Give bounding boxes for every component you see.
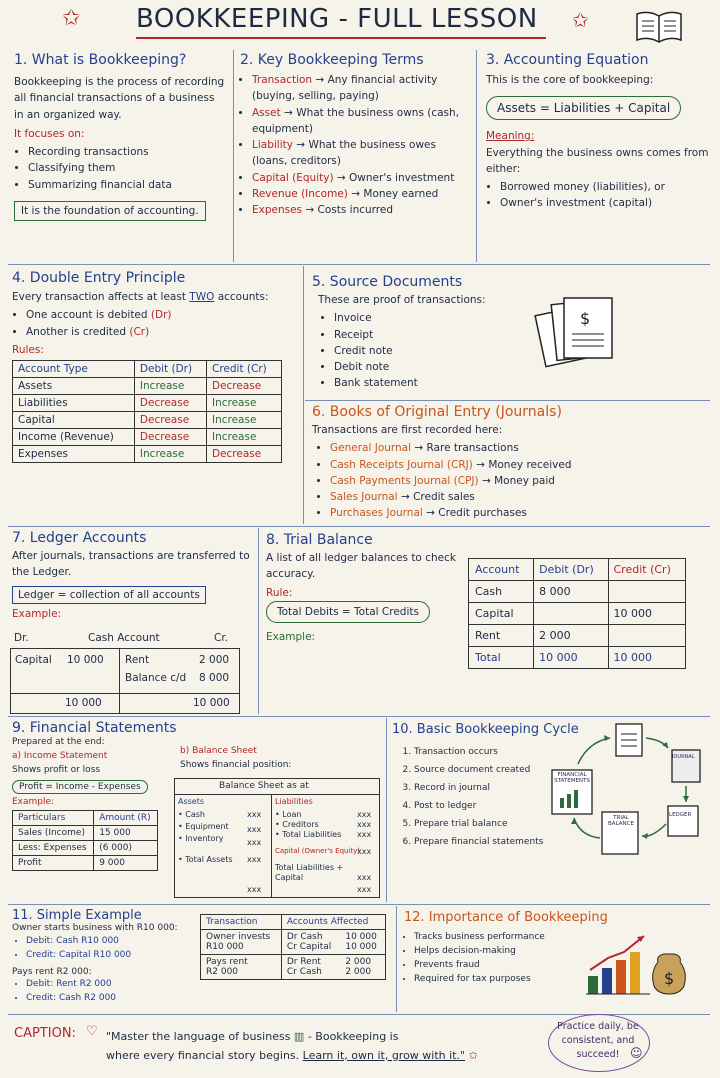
table-cell	[340, 930, 385, 955]
ledger-entry-amount: 2 000	[199, 654, 230, 666]
section-title: 6. Books of Original Entry (Journals)	[312, 404, 562, 420]
table-cell: Increase	[206, 395, 281, 412]
source-list	[486, 179, 712, 212]
svg-text:$: $	[664, 969, 675, 988]
trial-balance-rule: Total Debits = Total Credits	[266, 601, 430, 623]
body-text: Everything the business owns comes from either:	[486, 146, 709, 175]
journal-label: JOURNAL	[672, 754, 695, 760]
table-header-row	[13, 361, 282, 378]
divider	[233, 50, 234, 262]
table-cell: Rent	[469, 625, 534, 647]
bs-vline	[271, 794, 272, 897]
term-def: Owner's investment	[349, 171, 455, 184]
ledger-total: 10 000	[65, 697, 102, 709]
assets-heading: Assets	[178, 797, 205, 806]
liability-item: • Loan	[275, 810, 302, 819]
section-key-terms	[240, 52, 472, 218]
asset-item: • Equipment	[178, 822, 229, 831]
foundation-box: It is the foundation of accounting.	[14, 201, 206, 221]
intro-two: TWO	[189, 291, 215, 303]
star-left-icon: ✩	[62, 6, 81, 31]
item-abbr: (Dr)	[150, 309, 172, 322]
list-item: • Sales Journal → Credit sales	[330, 489, 710, 505]
table-row	[201, 955, 386, 980]
meaning-label: Meaning:	[486, 130, 535, 143]
journal-name: Sales Journal	[330, 491, 398, 504]
table-cell: Cash	[469, 581, 534, 603]
intro-text	[12, 289, 300, 305]
ledger-cr-label: Cr.	[214, 632, 229, 644]
amount-dr: 2 000	[345, 957, 372, 967]
term-name: Expenses	[252, 204, 303, 217]
list-item: • Recording transactions	[28, 144, 226, 160]
quote-part: "Master the language of business	[106, 1030, 291, 1043]
journal-name: Cash Receipts Journal (CRJ)	[330, 458, 473, 471]
intro-text: Prepared at the end:	[12, 737, 105, 747]
amount-cr: 10 000	[345, 942, 377, 952]
table-cell: Assets	[13, 378, 135, 395]
cycle-step: 1. Transaction occurs	[414, 743, 552, 761]
liabilities-total: Total Liabilities + Capital	[275, 863, 344, 882]
term-def: What the business owes (loans, creditors)	[252, 139, 436, 168]
intro-b: accounts:	[217, 291, 269, 303]
transaction-amount: R2 000	[206, 967, 239, 977]
svg-text:$: $	[580, 309, 591, 328]
transaction-name: Pays rent	[206, 957, 248, 967]
rules-table	[12, 360, 282, 463]
list-item	[26, 324, 300, 340]
section-trial-balance	[266, 532, 456, 645]
table-cell: Increase	[134, 378, 206, 395]
term-item: • Liability → What the business owes (loans, creditors)	[252, 137, 472, 170]
divider	[476, 50, 477, 262]
intro-text: Transactions are first recorded here:	[312, 424, 503, 436]
divider	[8, 264, 710, 265]
divider	[8, 716, 710, 717]
table-header: Credit (Cr)	[608, 559, 686, 581]
term-name: Liability	[252, 139, 293, 152]
intro-a: Every transaction affects at least	[12, 291, 186, 303]
ledger-entry-label: Rent	[125, 654, 150, 666]
section-simple-example	[12, 908, 202, 1006]
term-item: • Asset → What the business owns (cash, equipment)	[252, 105, 472, 138]
table-cell	[340, 955, 385, 980]
list-item: • Credit: Cash R2 000	[26, 992, 202, 1006]
account-dr: Dr Rent	[286, 957, 321, 967]
table-cell: Total	[469, 647, 534, 669]
table-header-row	[469, 559, 686, 581]
term-item: • Expenses → Costs incurred	[252, 202, 472, 218]
book-icon	[634, 10, 684, 44]
asset-item: • Inventory	[178, 834, 224, 843]
transaction-name: Owner invests	[206, 932, 271, 942]
ledger-label: LEDGER	[669, 812, 692, 818]
trial-balance-label: TRIAL BALANCE	[608, 815, 634, 828]
placeholder-amount: xxx	[357, 820, 372, 829]
placeholder-amount: xxx	[357, 810, 372, 819]
divider	[396, 906, 397, 1012]
cycle-step: 2. Source document created	[414, 761, 552, 779]
list-item: • Tracks business performance	[414, 931, 594, 945]
list-item: • Debit: Rent R2 000	[26, 978, 202, 992]
section-title: 9. Financial Statements	[12, 720, 177, 736]
ledger-entry-label: Balance c/d	[125, 672, 187, 684]
term-item: • Revenue (Income) → Money earned	[252, 186, 472, 202]
liabilities-heading: Liabilities	[275, 797, 313, 806]
cycle-step: 4. Post to ledger	[414, 797, 552, 815]
divider	[8, 904, 710, 905]
caption-label: CAPTION:	[14, 1026, 76, 1041]
list-item: • Bank statement	[334, 375, 532, 391]
section-source-documents	[312, 274, 532, 392]
ledger-entry-label: Capital	[15, 654, 52, 666]
table-cell: 2 000	[534, 625, 608, 647]
placeholder-amount: xxx	[357, 885, 372, 894]
term-def: What the business owns (cash, equipment)	[252, 106, 460, 135]
list-item: • Cash Receipts Journal (CRJ) → Money received	[330, 457, 710, 473]
journals-list	[312, 440, 710, 521]
table-cell: Decrease	[206, 378, 281, 395]
table-cell	[281, 930, 340, 955]
table-row	[13, 446, 282, 463]
journal-use: Credit sales	[413, 491, 475, 504]
t-account	[10, 648, 240, 714]
table-cell: 10 000	[534, 647, 608, 669]
amount-dr: 10 000	[345, 932, 377, 942]
rules-label: Rules:	[12, 343, 44, 356]
table-cell: Increase	[134, 446, 206, 463]
example-label: Example:	[12, 796, 55, 807]
list-item: • Prevents fraud	[414, 959, 594, 973]
table-cell: Decrease	[134, 395, 206, 412]
t-account-divider	[119, 649, 120, 713]
t-account-total-line	[11, 693, 239, 694]
quote-part: - Bookkeeping is	[307, 1030, 399, 1043]
documents-list	[312, 310, 532, 391]
fin-statements-label: FINANCIAL STATEMENTS	[554, 772, 590, 785]
entry-list	[12, 307, 300, 340]
capital-item: Capital (Owner's Equity)	[275, 847, 361, 855]
example-label: Example:	[266, 630, 316, 643]
balance-sheet-desc: Shows financial position:	[180, 760, 292, 770]
cycle-step: 5. Prepare trial balance	[414, 815, 552, 833]
table-header-row	[201, 915, 386, 930]
table-cell: Decrease	[134, 412, 206, 429]
divider	[303, 266, 304, 524]
equation-box: Assets = Liabilities + Capital	[486, 96, 681, 120]
balance-sheet-label: b) Balance Sheet	[180, 746, 257, 756]
list-item: • Borrowed money (liabilities), or	[500, 179, 712, 195]
term-name: Transaction	[252, 74, 313, 86]
account-dr: Dr Cash	[286, 932, 323, 942]
table-cell: Profit	[13, 855, 94, 870]
list-item: • Invoice	[334, 310, 532, 326]
ledger-dr-label: Dr.	[14, 632, 29, 644]
example-1-list	[12, 935, 202, 963]
section-double-entry	[12, 270, 300, 463]
quote-part: where every financial story begins.	[106, 1048, 300, 1062]
list-item: • Helps decision-making	[414, 945, 594, 959]
eq-assets: Assets	[497, 101, 537, 116]
section-title: 10. Basic Bookkeeping Cycle	[392, 722, 579, 737]
terms-list	[240, 72, 472, 218]
star-right-icon: ✩	[572, 8, 589, 32]
divider	[386, 718, 387, 902]
placeholder-amount: xxx	[247, 838, 262, 847]
body-text: Bookkeeping is the process of recording all financial transactions of a business in an organized way.	[14, 76, 225, 121]
table-total-row	[469, 647, 686, 669]
section-financial-statements	[12, 720, 182, 871]
table-cell: Increase	[206, 412, 281, 429]
account-cr: Cr Cash	[286, 967, 322, 977]
placeholder-amount: xxx	[247, 810, 262, 819]
table-cell: Capital	[13, 412, 135, 429]
section-title: 8. Trial Balance	[266, 532, 373, 548]
table-cell: 9 000	[94, 855, 158, 870]
item-abbr: (Cr)	[129, 325, 150, 338]
term-item: • Capital (Equity) → Owner's investment	[252, 170, 472, 186]
table-cell: Capital	[469, 603, 534, 625]
table-row	[469, 603, 686, 625]
section-ledger-accounts	[12, 530, 252, 622]
table-row	[13, 429, 282, 446]
list-item: • Owner's investment (capital)	[500, 195, 712, 211]
balance-sheet	[174, 778, 380, 898]
ledger-entry-amount: 8 000	[199, 672, 230, 684]
example-table	[200, 914, 386, 980]
table-total-row	[13, 855, 158, 870]
section-title: 11. Simple Example	[12, 908, 142, 923]
journal-name: Purchases Journal	[330, 507, 423, 520]
placeholder-amount: xxx	[357, 873, 372, 882]
table-header: Credit (Cr)	[206, 361, 281, 378]
table-header: Account	[469, 559, 534, 581]
term-def: Costs incurred	[317, 204, 394, 217]
list-item: • General Journal → Rare transactions	[330, 440, 710, 456]
table-cell	[201, 955, 282, 980]
income-statement-table	[12, 810, 158, 871]
asset-item: • Cash	[178, 810, 205, 819]
journal-use: Money paid	[494, 474, 555, 487]
section-accounting-equation	[486, 52, 712, 212]
term-def: Money earned	[363, 187, 439, 200]
table-row	[469, 625, 686, 647]
term-def: Any financial activity (buying, selling, paying)	[252, 74, 438, 103]
table-header: Particulars	[13, 810, 94, 825]
table-cell: 10 000	[608, 647, 686, 669]
table-header: Debit (Dr)	[134, 361, 206, 378]
table-row	[13, 395, 282, 412]
table-header: Account Type	[13, 361, 135, 378]
divider	[305, 400, 710, 401]
list-item: • Summarizing financial data	[28, 177, 226, 193]
placeholder-amount: xxx	[247, 825, 262, 834]
list-item: • Classifying them	[28, 160, 226, 176]
intro-text: After journals, transactions are transferred to the Ledger.	[12, 550, 250, 579]
table-cell: Decrease	[206, 446, 281, 463]
placeholder-amount: xxx	[247, 855, 262, 864]
income-statement-desc: Shows profit or loss	[12, 764, 101, 775]
table-cell: Expenses	[13, 446, 135, 463]
section-what-is-bookkeeping	[14, 52, 226, 221]
list-item: • Debit: Cash R10 000	[26, 935, 202, 949]
section-importance	[404, 910, 608, 987]
focus-list	[14, 144, 226, 193]
table-cell	[608, 581, 686, 603]
section-title: 1. What is Bookkeeping?	[14, 52, 187, 68]
section-title: 7. Ledger Accounts	[12, 530, 147, 546]
journal-name: General Journal	[330, 442, 412, 455]
profit-formula: Profit = Income - Expenses	[12, 780, 148, 794]
importance-list	[404, 931, 594, 987]
table-cell: 8 000	[534, 581, 608, 603]
liability-item: • Creditors	[275, 820, 319, 829]
page-title: BOOKKEEPING - FULL LESSON	[136, 4, 538, 34]
journal-name: Cash Payments Journal (CPJ)	[330, 474, 479, 487]
term-name: Revenue (Income)	[252, 187, 348, 200]
section-title: 3. Accounting Equation	[486, 52, 649, 68]
section-bookkeeping-cycle	[392, 722, 579, 851]
ledger-entry-amount: 10 000	[67, 654, 104, 666]
list-item: • Purchases Journal → Credit purchases	[330, 505, 710, 521]
focus-label: It focuses on:	[14, 127, 85, 140]
term-item: • Transaction → Any financial activity (buying, selling, paying)	[252, 72, 472, 105]
transaction-amount: R10 000	[206, 942, 244, 952]
list-item: • Cash Payments Journal (CPJ) → Money paid	[330, 473, 710, 489]
table-header: Accounts Affected	[281, 915, 385, 930]
income-statement-label: a) Income Statement	[12, 750, 108, 761]
table-cell: Sales (Income)	[13, 825, 94, 840]
table-header: Amount (R)	[94, 810, 158, 825]
star-icon: ✩	[468, 1048, 478, 1062]
eq-liabilities: Liabilities	[553, 101, 611, 116]
table-header-row	[13, 810, 158, 825]
cycle-diagram	[548, 720, 712, 902]
table-cell: Income (Revenue)	[13, 429, 135, 446]
eq-capital: Capital	[628, 101, 671, 116]
ledger-definition-box: Ledger = collection of all accounts	[12, 586, 206, 604]
heart-icon: ♡	[86, 1024, 98, 1039]
example-label: Example:	[12, 607, 62, 620]
title-underline	[136, 37, 546, 39]
table-cell	[201, 930, 282, 955]
example-2-list	[12, 978, 202, 1006]
example-1: Owner starts business with R10 000:	[12, 923, 178, 933]
list-item: • Debit note	[334, 359, 532, 375]
ledger-total: 10 000	[193, 697, 230, 709]
term-name: Capital (Equity)	[252, 171, 334, 184]
table-cell	[534, 603, 608, 625]
list-item: • Receipt	[334, 327, 532, 343]
placeholder-amount: xxx	[357, 847, 372, 856]
account-cr: Cr Capital	[286, 942, 332, 952]
asset-total: • Total Assets	[178, 855, 233, 864]
table-header: Transaction	[201, 915, 282, 930]
table-cell	[608, 625, 686, 647]
section-title: 12. Importance of Bookkeeping	[404, 910, 608, 925]
smile-icon: ☺	[630, 1046, 643, 1060]
practice-text: Practice daily, be consistent, and succeed!	[557, 1021, 639, 1060]
journal-use: Credit purchases	[438, 507, 527, 520]
growth-chart-icon	[584, 928, 694, 998]
item-text: One account is debited	[26, 309, 148, 322]
table-row	[13, 840, 158, 855]
list-item: • Required for tax purposes	[414, 973, 594, 987]
item-text: Another is credited	[26, 325, 127, 338]
cycle-steps	[392, 743, 552, 851]
placeholder-amount: xxx	[247, 885, 262, 894]
divider	[258, 528, 259, 714]
table-row	[469, 581, 686, 603]
example-2: Pays rent R2 000:	[12, 966, 92, 977]
liability-item: • Total Liabilities	[275, 830, 342, 839]
ledger-account-name: Cash Account	[88, 632, 160, 644]
term-name: Asset	[252, 106, 281, 119]
balance-sheet-title: Balance Sheet as at	[219, 781, 309, 791]
cycle-step: 6. Prepare financial statements	[414, 833, 552, 851]
list-item	[26, 307, 300, 323]
quote-part: Learn it, own it, grow with it."	[302, 1048, 466, 1062]
journal-use: Money received	[488, 458, 572, 471]
intro-text: This is the core of bookkeeping:	[486, 74, 654, 86]
rule-label: Rule:	[266, 586, 293, 599]
table-cell: Liabilities	[13, 395, 135, 412]
table-header: Debit (Dr)	[534, 559, 608, 581]
list-item: • Credit note	[334, 343, 532, 359]
footer-quote	[106, 1028, 526, 1065]
documents-icon	[532, 292, 622, 372]
amount-cr: 2 000	[345, 967, 372, 977]
table-cell: Less: Expenses	[13, 840, 94, 855]
table-cell: 10 000	[608, 603, 686, 625]
table-row	[201, 930, 386, 955]
intro-text: A list of all ledger balances to check accuracy.	[266, 552, 456, 581]
table-row	[13, 378, 282, 395]
journal-use: Rare transactions	[426, 442, 519, 455]
cycle-step: 3. Record in journal	[414, 779, 552, 797]
table-cell: 15 000	[94, 825, 158, 840]
bs-hline	[175, 794, 379, 795]
section-title: 5. Source Documents	[312, 274, 463, 290]
table-cell	[281, 955, 340, 980]
chart-icon: ▥	[293, 1030, 305, 1043]
section-journals	[312, 404, 710, 522]
divider	[8, 526, 710, 527]
intro-text: These are proof of transactions:	[318, 294, 486, 306]
table-cell: Decrease	[134, 429, 206, 446]
table-cell: Increase	[206, 429, 281, 446]
table-row	[13, 825, 158, 840]
trial-balance-table	[468, 558, 686, 669]
placeholder-amount: xxx	[357, 830, 372, 839]
list-item: • Credit: Capital R10 000	[26, 949, 202, 963]
section-title: 4. Double Entry Principle	[12, 270, 186, 286]
table-cell: (6 000)	[94, 840, 158, 855]
table-row	[13, 412, 282, 429]
section-title: 2. Key Bookkeeping Terms	[240, 52, 424, 68]
